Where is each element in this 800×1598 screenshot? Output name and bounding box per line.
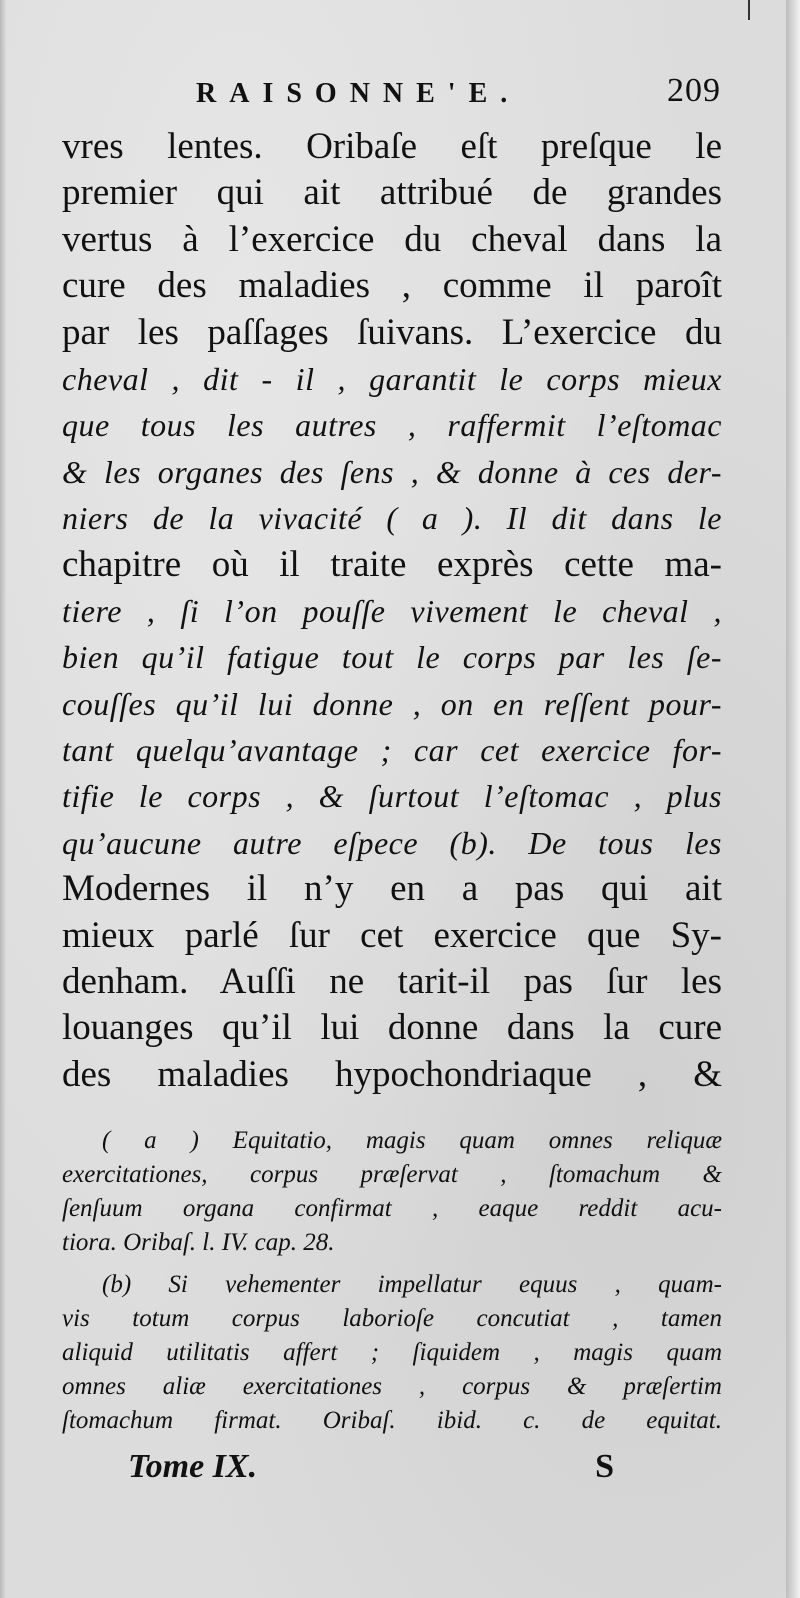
footnote-spacer — [62, 1260, 722, 1268]
page-edge-left — [0, 0, 6, 1598]
running-head: RAISONNE'E. — [196, 78, 521, 109]
text-line: niers de la vivacité ( a ). Il dit dans le — [62, 500, 722, 537]
footnote-b — [62, 1268, 722, 1438]
text-line: tifie le corps , & ſurtout l’eſtomac , plus — [62, 778, 722, 815]
text-line: louanges qu’il lui donne dans la cure — [62, 1007, 722, 1049]
text-line: vertus à l’exercice du cheval dans la — [62, 218, 722, 260]
text-line: bien qu’il fatigue tout le corps par les ſe- — [62, 639, 722, 676]
footnote-a — [62, 1124, 722, 1260]
footnote-line: omnes aliæ exercitationes , corpus & præſertim — [62, 1373, 722, 1400]
margin-mark — [748, 0, 750, 20]
text-line: que tous les autres , raffermit l’eſtomac — [62, 407, 722, 444]
volume-label: Tome IX. — [128, 1448, 258, 1485]
text-line: tant quelqu’avantage ; car cet exercice for- — [62, 732, 722, 769]
text-line: couſſes qu’il lui donne , on en reſſent pour- — [62, 685, 722, 722]
footnote-line: ( a ) Equitatio, magis quam omnes reliquæ — [102, 1127, 722, 1154]
footnote-line: ſenſuum organa confirmat , eaque reddit acu- — [62, 1195, 722, 1222]
page-edge-right — [786, 0, 800, 1598]
text-line: qu’aucune autre eſpece (b). De tous les — [62, 824, 722, 861]
signature-mark: S — [595, 1448, 614, 1485]
text-line: cure des maladies , comme il paroît — [62, 265, 722, 307]
text-line: denham. Auſſi ne tarit-il pas ſur les — [62, 961, 722, 1003]
text-line: cheval , dit - il , garantit le corps mieux — [62, 360, 722, 397]
text-line: des maladies hypochondriaque , & — [62, 1053, 722, 1095]
text-line: par les paſſages ſuivans. L’exercice du — [62, 311, 722, 353]
footnotes — [62, 1124, 722, 1438]
footnote-line: tiora. Oribaſ. l. IV. cap. 28. — [62, 1229, 335, 1256]
page-footer — [128, 1448, 628, 1498]
footnote-line: ſtomachum firmat. Oribaſ. ibid. c. de equitat. — [62, 1407, 722, 1434]
text-line: mieux parlé ſur cet exercice que Sy- — [62, 914, 722, 956]
footnote-line: (b) Si vehementer impellatur equus , quam- — [102, 1271, 722, 1298]
footnote-line: exercitationes, corpus præſervat , ſtomachum & — [62, 1161, 722, 1188]
text-line: vres lentes. Oribaſe eſt preſque le — [62, 126, 722, 167]
text-line: chapitre où il traite exprès cette ma- — [62, 543, 722, 585]
text-line: premier qui ait attribué de grandes — [62, 172, 722, 214]
page-header — [196, 72, 721, 122]
footnote-line: vis totum corpus laborioſe concutiat , tamen — [62, 1305, 722, 1332]
text-line: tiere , ſi l’on pouſſe vivement le cheval , — [62, 592, 722, 629]
text-line: & les organes des ſens , & donne à ces der- — [62, 453, 722, 490]
page-number: 209 — [667, 72, 721, 109]
main-text — [62, 124, 722, 1098]
text-line: Modernes il n’y en a pas qui ait — [62, 868, 722, 910]
footnote-line: aliquid utilitatis affert ; ſiquidem , magis quam — [62, 1339, 722, 1366]
